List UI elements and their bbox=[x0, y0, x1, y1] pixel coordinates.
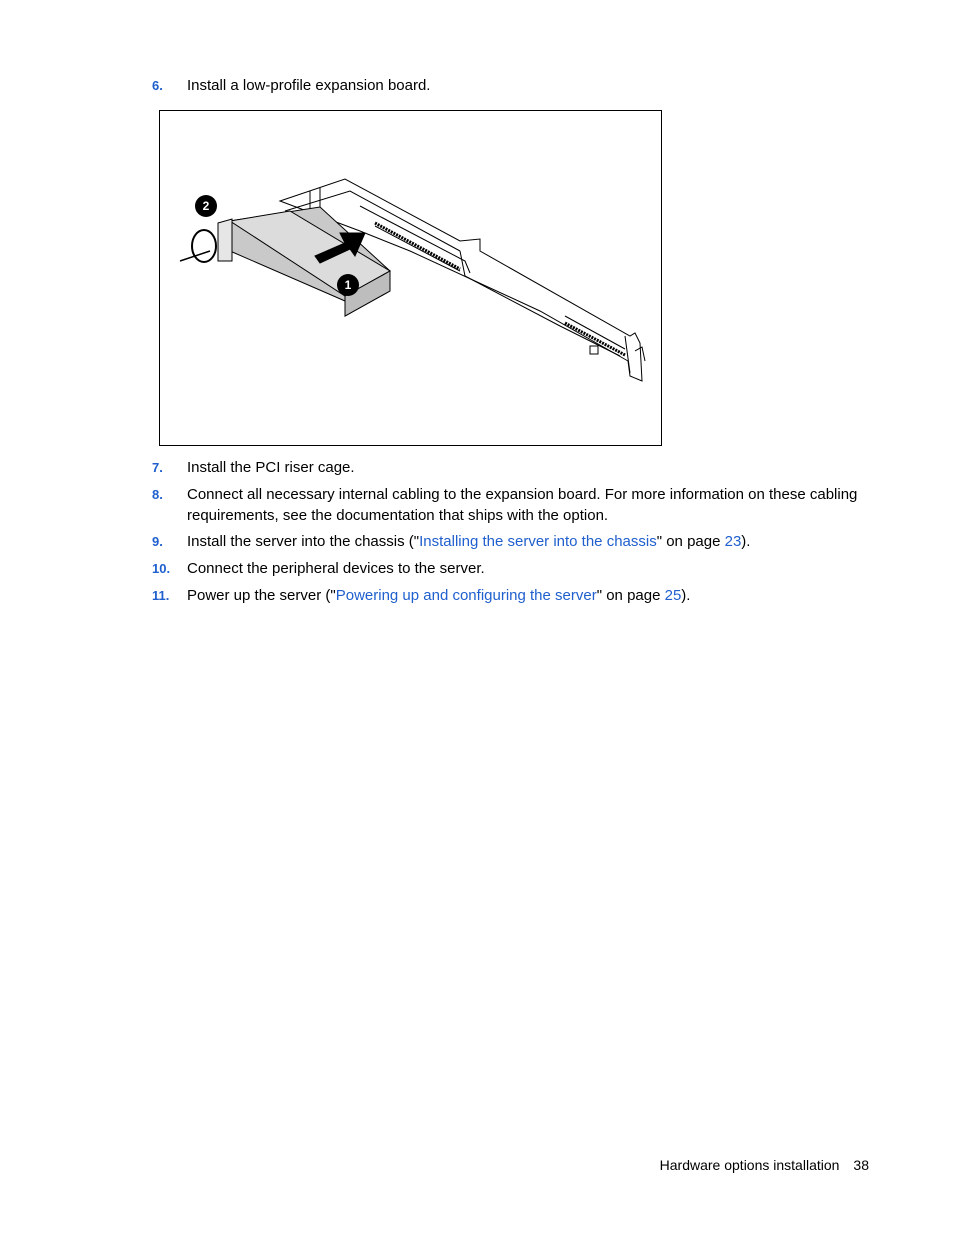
footer-section-title: Hardware options installation bbox=[659, 1157, 840, 1173]
callout-2-label: 2 bbox=[202, 199, 210, 213]
riser-cage-drawing bbox=[160, 111, 661, 445]
expansion-board-illustration bbox=[159, 110, 662, 446]
callout-1-label: 1 bbox=[344, 278, 352, 292]
step-text bbox=[187, 531, 877, 552]
callout-2 bbox=[195, 195, 217, 217]
footer-page-number: 38 bbox=[853, 1157, 869, 1173]
step-text-suffix: ). bbox=[681, 587, 691, 604]
step-number: 6. bbox=[152, 78, 163, 93]
step-number: 9. bbox=[152, 534, 163, 549]
page-footer bbox=[660, 1157, 869, 1173]
page-link-23[interactable]: 23 bbox=[724, 533, 742, 550]
callout-1 bbox=[337, 274, 359, 296]
step-text-prefix: Power up the server (" bbox=[187, 587, 336, 604]
step-text-line-2: requirements, see the documentation that ships with the option. bbox=[187, 507, 609, 524]
step-number: 10. bbox=[152, 561, 171, 576]
step-text: Install a low-profile expansion board. bbox=[187, 77, 431, 94]
page-link-25[interactable]: 25 bbox=[664, 587, 682, 604]
link-installing-server-into-chassis[interactable]: Installing the server into the chassis bbox=[419, 533, 657, 550]
step-text: Install the PCI riser cage. bbox=[187, 459, 355, 476]
step-number: 7. bbox=[152, 460, 163, 475]
link-powering-up-server[interactable]: Powering up and configuring the server bbox=[335, 587, 597, 604]
step-text-prefix: Install the server into the chassis (" bbox=[187, 533, 420, 550]
step-number: 11. bbox=[152, 588, 170, 603]
step-text-line-1: Connect all necessary internal cabling to the expansion board. For more information on these cabling bbox=[187, 486, 858, 503]
step-text: Connect the peripheral devices to the server. bbox=[187, 560, 485, 577]
step-text-middle: " on page bbox=[656, 533, 725, 550]
step-text-middle: " on page bbox=[596, 587, 665, 604]
step-text bbox=[187, 585, 877, 606]
step-text-suffix: ). bbox=[741, 533, 751, 550]
step-number: 8. bbox=[152, 487, 163, 502]
